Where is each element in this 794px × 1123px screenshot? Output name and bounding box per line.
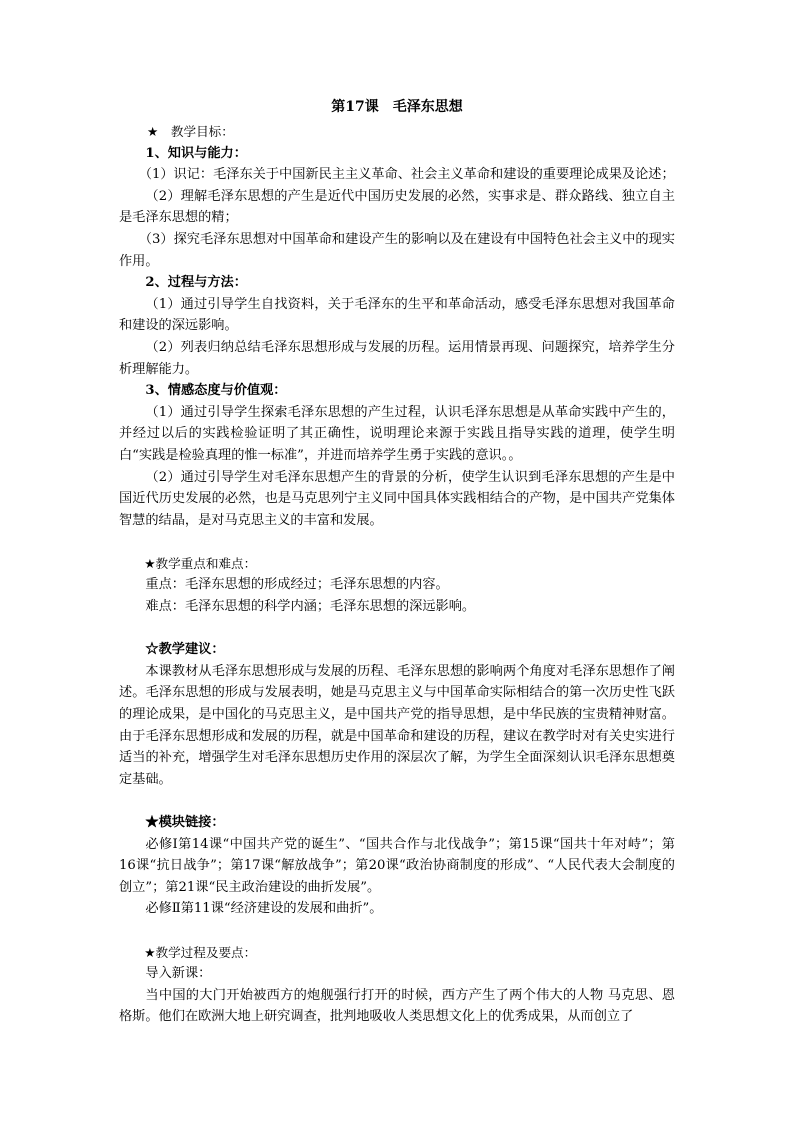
spacer [119,920,675,942]
process-intro: 导入新课： [145,966,212,982]
suggestions-text: 本课教材从毛泽东思想形成与发展的历程、毛泽东思想的影响两个角度对毛泽东思想作了阐述。毛泽东思想的形成与发展表明，她是马克思主义与中国革命实际相结合的第一次历史性飞跃的理论成果，是中国化的马克思主义，是中国共产党的指导思想，是中华民族的宝贵精神财富。由于毛泽东思想形成和发展的历程，就是中国革命和建设的历程，建议在教学时对有关史实进行适当的补充，增强学生对毛泽东思想历史作用的深层次了解，为学生全面深刻认识毛泽东思想奠定基础。 [119,663,675,787]
spacer [119,790,675,812]
spacer [119,618,675,640]
section-knowledge-heading: 1、知识与能力： [145,145,247,161]
keypoints-heading: ★教学重点和难点： [144,555,257,571]
spacer [119,531,675,553]
modules-line-1: 必修Ⅰ第14课“中国共产党的诞生”、“国共合作与北伐战争”；第15课“国共十年对峙”；第16课“抗日战争”；第17课“解放战争”；第20课“政治协商制度的形成”、“人民代表大会制度的创立”；第21课“民主政治建设的曲折发展”。 [119,836,675,895]
keypoints-difficult: 难点：毛泽东思想的科学内涵；毛泽东思想的深远影响。 [145,599,476,615]
knowledge-item-1: （1）识记：毛泽东关于中国新民主主义革命、社会主义革命和建设的重要理论成果及论述； [138,167,675,183]
values-item-2: （2）通过引导学生对毛泽东思想产生的背景的分析，使学生认识到毛泽东思想的产生是中国近代历史发展的必然，也是马克思列宁主义同中国具体实践相结合的产物，是中国共产党集体智慧的结晶，是对马克思主义的丰富和发展。 [119,469,675,528]
process-item-1: （1）通过引导学生自找资料，关于毛泽东的生平和革命活动，感受毛泽东思想对我国革命和建设的深远影响。 [119,296,675,334]
section-process-heading: 2、过程与方法： [145,275,247,291]
section-values-heading: 3、情感态度与价值观： [145,383,287,399]
process-heading: ★教学过程及要点： [144,944,257,960]
process-item-2: （2）列表归纳总结毛泽东思想形成与发展的历程。运用情景再现、问题探究，培养学生分析理解能力。 [119,339,675,377]
process-text: 当中国的大门开始被西方的炮舰强行打开的时候，西方产生了两个伟大的人物 马克思、恩格斯。他们在欧洲大地上研究调查，批判地吸收人类思想文化上的优秀成果，从而创立了 [119,987,675,1025]
values-item-1: （1）通过引导学生探索毛泽东思想的产生过程，认识毛泽东思想是从革命实践中产生的，并经过以后的实践检验证明了其正确性，说明理论来源于实践且指导实践的道理，使学生明白“实践是检验真理的惟一标准”，并进而培养学生勇于实践的意识。。 [119,404,675,463]
modules-line-2: 必修Ⅱ第11课“经济建设的发展和曲折”。 [145,901,383,917]
modules-heading: ★模块链接： [145,815,225,830]
suggestions-heading: ☆教学建议： [145,642,225,658]
objectives-heading: ★ 教学目标： [147,124,234,139]
keypoints-important: 重点：毛泽东思想的形成经过；毛泽东思想的内容。 [145,577,449,593]
document-page [119,96,675,1028]
knowledge-item-2: （2）理解毛泽东思想的产生是近代中国历史发展的必然，实事求是、群众路线、独立自主是毛泽东思想的精； [119,188,675,226]
knowledge-item-3: （3）探究毛泽东思想对中国革命和建设产生的影响以及在建设有中国特色社会主义中的现实作用。 [119,231,675,269]
page-title: 第17课 毛泽东思想 [331,99,463,115]
